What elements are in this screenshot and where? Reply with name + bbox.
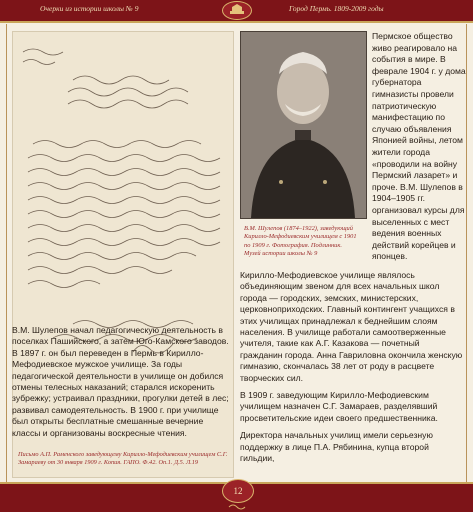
emblem — [222, 1, 252, 20]
right-column-paragraph: Пермское общество живо реагировало на события в мире. В феврале 1904 г. у дома губернатора гимназисты провели патриотическую манифестацию по случаю объявления Японией войны, летом жители города «проводили на войну Пермский лазарет» и проче. В.М. Шулепов в 1904–1905 гг. организовал курсы для выселенных с мест ведения военных действий корейцев и японцев. — [372, 31, 466, 262]
emblem-icon — [228, 4, 246, 16]
portrait-caption: В.М. Шулепов (1874–1922), заведующий Кирилло-Мефодиевским училищем с 1901 по 1909 г. Фотография. Подлинник. Музей истории школы № 9 — [244, 225, 357, 258]
ornament-icon — [228, 503, 246, 511]
page-number-badge — [222, 479, 254, 503]
paragraph-zamaraev: В 1909 г. заведующим Кирилло-Мефодиевским училищем назначен С.Г. Замараев, разделявший просветительские идеи своего предшественника. — [240, 390, 438, 423]
paragraph-ryabinin: Директора начальных училищ имели серьезную поддержку в лице П.А. Рябинина, купца второй гильдии, — [240, 430, 433, 464]
portrait-image — [241, 32, 366, 218]
main-right-column — [240, 270, 464, 471]
city-title: Город Пермь. 1809-2009 годы — [289, 4, 384, 13]
page-number: 12 — [233, 486, 243, 496]
right-column-text — [372, 31, 466, 263]
header-band — [0, 0, 473, 21]
letter-caption: Письмо А.П. Раменского заведующему Кирилло-Мефодиевским училищем С.Г. Замараеву от 30 января 1909 г. Копия. ГАПО. Ф.42. Оп.1. Д.5. Л.19 — [18, 451, 228, 466]
paragraph-shulepov: В.М. Шулепов начал педагогическую деятельность в поселках Пашийского, а затем Юго-Камского заводов. В 1897 г. он был переведен в Пермь в Кирилло-Мефодиевское мужское училище. За годы педагогической деятельности в училище он добился отмены телесных наказаний; старался искоренить зубрежку; устраивал праздники, прогулки детей в лес; развивал самодеятельность. В 1900 г. при училище был открыты бесплатные смешанные вечерние классы и организованы воскресные чтения. — [12, 325, 229, 438]
paragraph-school-role: Кирилло-Мефодиевское училище являлось объединяющим звеном для всех начальных школ города — городских, земских, министерских, церковноприходских. Главный контингент учащихся в этих училищах принадлежал к беднейшим слоям населения. В училище работали самоотверженные учителя, такие как А.Г. Казакова — почетный гражданин города. Анна Гавриловна окончила женскую гимназию, скончалась 38 лет от роду в расцвете творческих сил. — [240, 270, 463, 383]
header-rule — [0, 21, 473, 23]
main-left-column — [12, 325, 234, 439]
portrait-photo — [240, 31, 367, 219]
book-title: Очерки из истории школы № 9 — [40, 4, 139, 13]
left-border-rule — [6, 24, 7, 484]
right-border-rule — [466, 24, 467, 484]
